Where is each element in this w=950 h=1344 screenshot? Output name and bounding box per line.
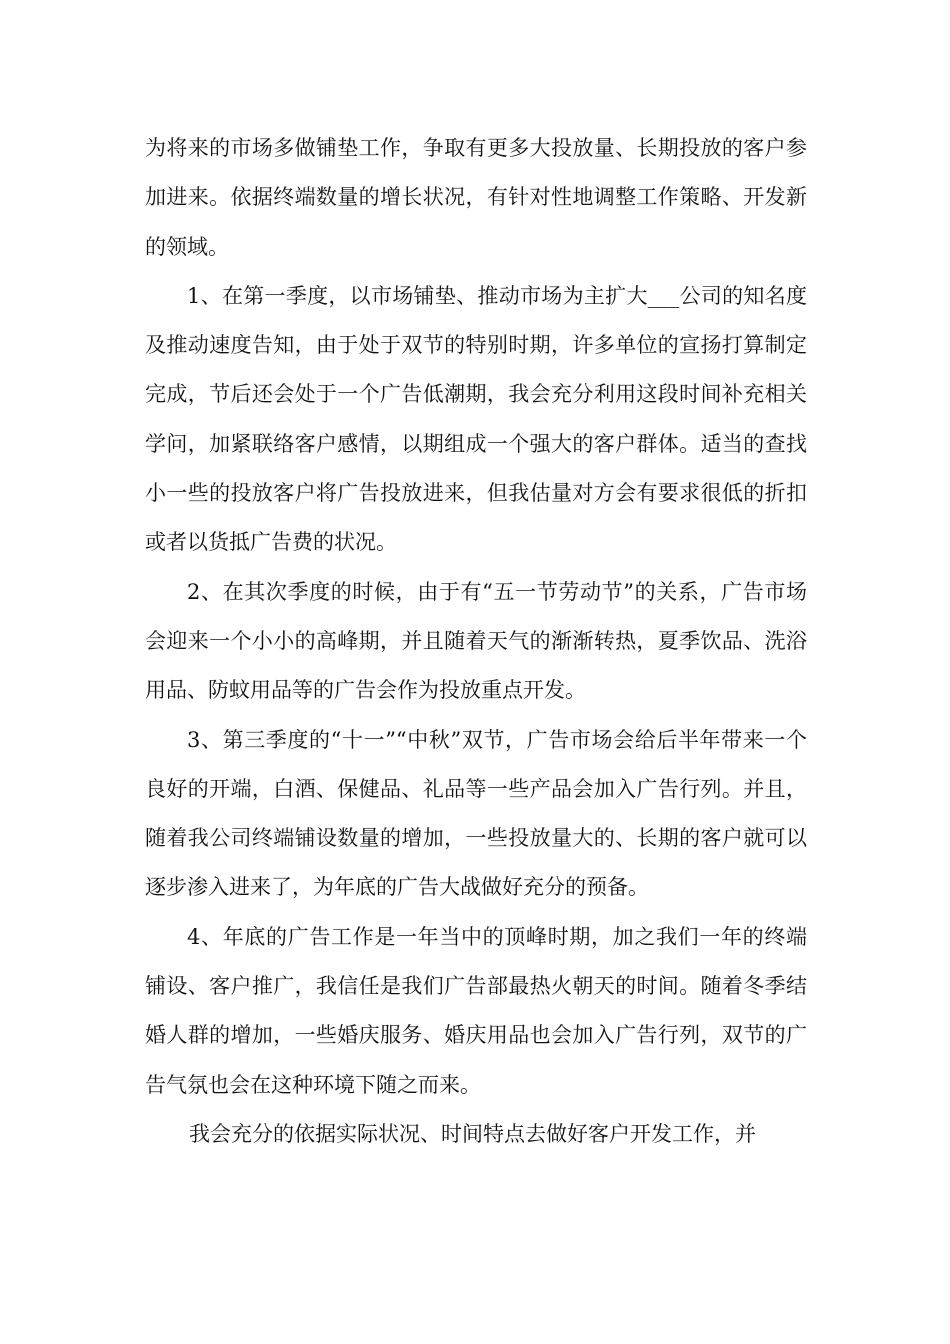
paragraph-q1: 1、在第一季度，以市场铺垫、推动市场为主扩大___公司的知名度及推动速度告知，由于处于双节的特别时期，许多单位的宣扬打算制定完成，节后还会处于一个广告低潮期，我会充分利用这段时间补充相关学问，加紧联络客户感情，以期组成一个强大的客户群体。适当的查找小一些的投放客户将广告投放进来，但我估量对方会有要求很低的折扣或者以货抵广告费的状况。	[145, 283, 807, 555]
paragraph-q3: 3、第三季度的“十一”“中秋”双节，广告市场会给后半年带来一个良好的开端，白酒、保健品、礼品等一些产品会加入广告行列。并且，随着我公司终端铺设数量的增加，一些投放量大的、长期的客户就可以逐步渗入进来了，为年底的广告大战做好充分的预备。	[145, 727, 807, 900]
paragraph-q2: 2、在其次季度的时候，由于有“五一节劳动节”的关系，广告市场会迎来一个小小的高峰期，并且随着天气的渐渐转热，夏季饮品、洗浴用品、防蚊用品等的广告会作为投放重点开发。	[145, 579, 807, 703]
document-body	[145, 124, 807, 1159]
paragraph-continuation: 为将来的市场多做铺垫工作，争取有更多大投放量、长期投放的客户参加进来。依据终端数量的增长状况，有针对性地调整工作策略、开发新的领域。	[145, 136, 807, 259]
paragraph-q4: 4、年底的广告工作是一年当中的顶峰时期，加之我们一年的终端铺设、客户推广，我信任是我们广告部最热火朝天的时间。随着冬季结婚人群的增加，一些婚庆服务、婚庆用品也会加入广告行列，双节的广告气氛也会在这种环境下随之而来。	[145, 924, 807, 1097]
paragraph-closing: 我会充分的依据实际状况、时间特点去做好客户开发工作，并	[189, 1121, 756, 1146]
